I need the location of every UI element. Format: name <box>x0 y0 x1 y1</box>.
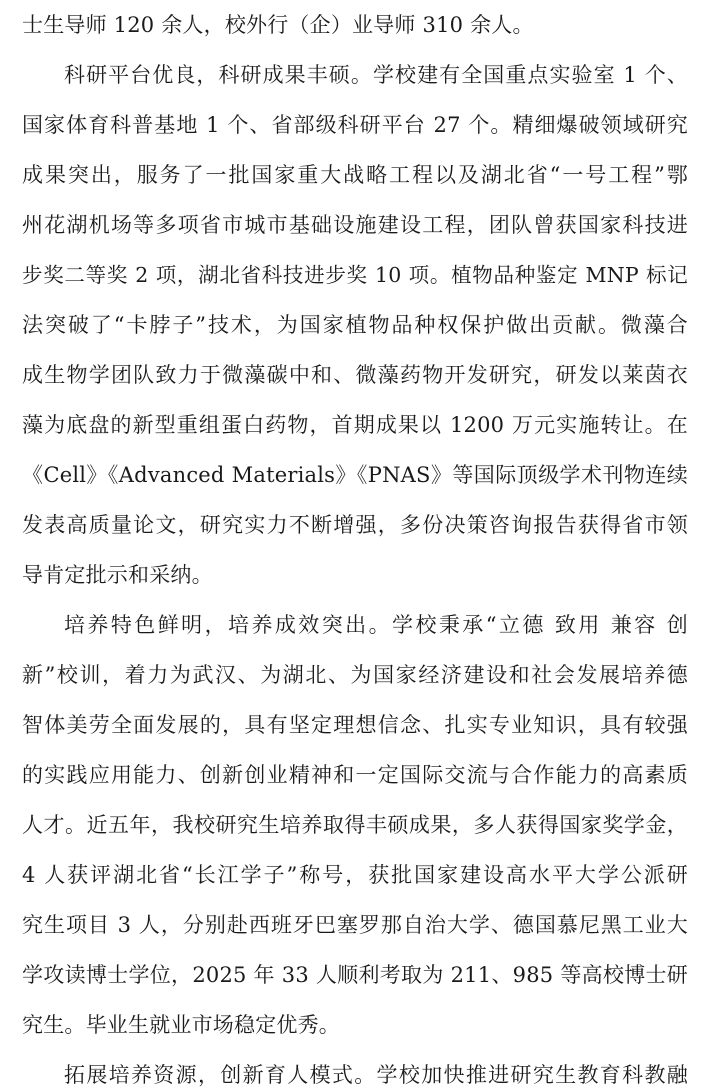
text-line-4: 成果突出，服务了一批国家重大战略工程以及湖北省“一号工程”鄂 <box>22 163 688 187</box>
text-line-1: 士生导师 120 余人，校外行（企）业导师 310 余人。 <box>22 13 534 37</box>
text-line-20: 学攻读博士学位，2025 年 33 人顺利考取为 211、985 等高校博士研 <box>22 963 688 987</box>
text-line-18: 4 人获评湖北省“长江学子”称号，获批国家建设高水平大学公派研 <box>22 863 688 887</box>
text-line-5: 州花湖机场等多项省市城市基础设施建设工程，团队曾获国家科技进 <box>22 213 688 237</box>
text-line-3: 国家体育科普基地 1 个、省部级科研平台 27 个。精细爆破领域研究 <box>22 113 688 137</box>
text-line-11: 发表高质量论文，研究实力不断增强，多份决策咨询报告获得省市领 <box>22 513 688 537</box>
text-line-8: 成生物学团队致力于微藻碳中和、微藻药物开发研究，研发以莱茵衣 <box>22 363 688 387</box>
text-line-16: 的实践应用能力、创新创业精神和一定国际交流与合作能力的高素质 <box>22 763 688 787</box>
text-line-17: 人才。近五年，我校研究生培养取得丰硕成果，多人获得国家奖学金， <box>22 813 688 837</box>
text-line-2: 科研平台优良，科研成果丰硕。学校建有全国重点实验室 1 个、 <box>64 63 688 87</box>
text-line-21: 究生。毕业生就业市场稳定优秀。 <box>22 1013 340 1037</box>
text-line-6: 步奖二等奖 2 项，湖北省科技进步奖 10 项。植物品种鉴定 MNP 标记 <box>22 263 688 287</box>
text-line-15: 智体美劳全面发展的，具有坚定理想信念、扎实专业知识，具有较强 <box>22 713 688 737</box>
text-line-22: 拓展培养资源，创新育人模式。学校加快推进研究生教育科教融 <box>64 1063 688 1087</box>
text-line-14: 新”校训，着力为武汉、为湖北、为国家经济建设和社会发展培养德 <box>22 663 688 687</box>
text-line-7: 法突破了“卡脖子”技术，为国家植物品种权保护做出贡献。微藻合 <box>22 313 688 337</box>
text-line-13: 培养特色鲜明，培养成效突出。学校秉承“立德 致用 兼容 创 <box>64 613 688 637</box>
text-line-19: 究生项目 3 人，分别赴西班牙巴塞罗那自治大学、德国慕尼黑工业大 <box>22 913 688 937</box>
text-line-9: 藻为底盘的新型重组蛋白药物，首期成果以 1200 万元实施转让。在 <box>22 413 688 437</box>
text-line-12: 导肯定批示和采纳。 <box>22 563 213 587</box>
text-line-10: 《Cell》《Advanced Materials》《PNAS》等国际顶级学术刊物连续 <box>22 463 688 487</box>
